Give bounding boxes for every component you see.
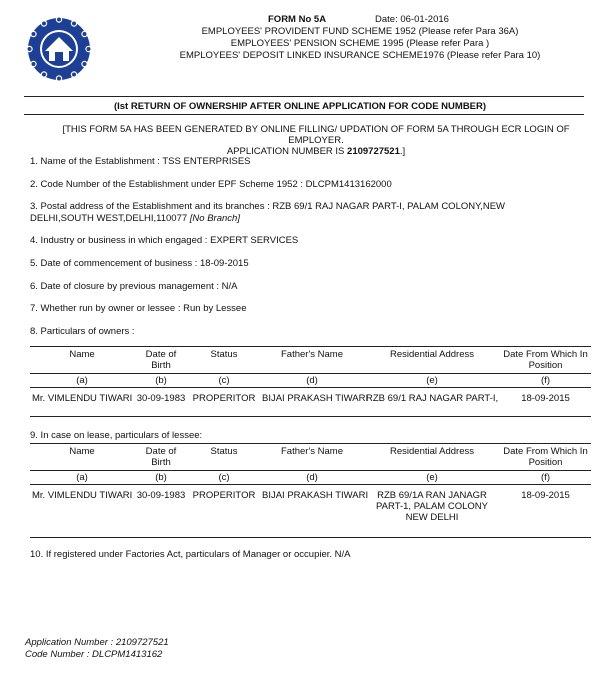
- column-header: Father's Name: [280, 446, 343, 457]
- column-letter: (d): [260, 374, 364, 388]
- column-letter: (f): [500, 471, 591, 485]
- form-number: FORM No 5A: [268, 14, 327, 25]
- column-header: Status: [210, 446, 238, 457]
- column-letter: (e): [364, 471, 500, 485]
- table-row: [30, 388, 591, 405]
- form-date: Date: 06-01-2016: [375, 14, 449, 25]
- generated-note-line: APPLICATION NUMBER IS 2109727521.]: [226, 146, 406, 157]
- owner-status: PROPERITOR: [192, 393, 256, 404]
- scheme-line: EMPLOYEES' DEPOSIT LINKED INSURANCE SCHEME1976 (Please refer Para 10): [179, 50, 541, 61]
- column-letter: (e): [364, 374, 500, 388]
- generated-note-line: [THIS FORM 5A HAS BEEN GENERATED BY ONLINE FILLING/ UPDATION OF FORM 5A THROUGH ECR LOGIN OF EMPLOYER.: [62, 124, 570, 146]
- column-header: Date From Which In Position: [503, 349, 588, 371]
- form-header: [150, 14, 570, 62]
- epfo-logo-icon: [27, 17, 91, 81]
- column-header: Date of Birth: [145, 349, 177, 371]
- item-owners-label: 8. Particulars of owners :: [30, 326, 135, 337]
- scheme-line: EMPLOYEES' PROVIDENT FUND SCHEME 1952 (Please refer Para 36A): [201, 26, 519, 37]
- owner-position-date: 18-09-2015: [521, 393, 570, 404]
- application-number: 2109727521: [347, 146, 400, 157]
- footer-application-number: Application Number : 2109727521: [25, 637, 169, 648]
- branch-note: [No Branch]: [189, 213, 240, 224]
- item-industry: 4. Industry or business in which engaged : EXPERT SERVICES: [30, 235, 299, 246]
- generated-note: [36, 124, 596, 157]
- item-lessee-label: 9. In case on lease, particulars of lessee:: [30, 430, 203, 441]
- owner-name: Mr. VIMLENDU TIWARI: [32, 393, 133, 404]
- lessee-status: PROPERITOR: [192, 490, 256, 501]
- owners-table: [30, 349, 591, 404]
- lessees-table-bottom-rule: [30, 537, 591, 538]
- table-letter-row: [30, 471, 591, 485]
- column-letter: (a): [30, 471, 134, 485]
- column-letter: (d): [260, 471, 364, 485]
- column-letter: (b): [134, 471, 188, 485]
- column-header: Date of Birth: [145, 446, 177, 468]
- column-header: Status: [210, 349, 238, 360]
- column-header: Residential Address: [390, 349, 474, 360]
- owner-father-name: BIJAI PRAKASH TIWARI: [262, 393, 369, 404]
- column-header: Father's Name: [280, 349, 343, 360]
- footer: [25, 637, 169, 661]
- column-header: Residential Address: [390, 446, 474, 457]
- owners-table-bottom-rule: [30, 416, 591, 417]
- header-divider: [24, 96, 584, 97]
- item-postal-address: 3. Postal address of the Establishment and its branches : RZB 69/1 RAJ NAGAR PART-I, PALAM COLONY,NEW DELHI,SOUTH WEST,DELHI,110077 [No Branch]: [30, 201, 506, 224]
- column-letter: (b): [134, 374, 188, 388]
- item-code-number: 2. Code Number of the Establishment under EPF Scheme 1952 : DLCPM1413162000: [30, 179, 392, 190]
- return-title: (Ist RETURN OF OWNERSHIP AFTER ONLINE APPLICATION FOR CODE NUMBER): [113, 101, 487, 112]
- table-header-row: [30, 349, 591, 374]
- title-divider: [24, 114, 584, 115]
- column-header: Name: [69, 446, 95, 457]
- lessee-dob: 30-09-1983: [136, 490, 186, 501]
- table-letter-row: [30, 374, 591, 388]
- column-header: Date From Which In Position: [503, 446, 588, 468]
- lessee-address: RZB 69/1A RAN JANAGR PART-1, PALAM COLONY NEW DELHI: [376, 490, 488, 523]
- owner-address: RZB 69/1 RAJ NAGAR PART-I,: [366, 393, 499, 404]
- table-row: [30, 485, 591, 524]
- item-commencement-date: 5. Date of commencement of business : 18-09-2015: [30, 258, 249, 269]
- column-letter: (c): [188, 374, 260, 388]
- owners-table-top-rule: [30, 346, 591, 347]
- column-letter: (c): [188, 471, 260, 485]
- item-closure-date: 6. Date of closure by previous management : N/A: [30, 281, 238, 292]
- scheme-line: EMPLOYEES' PENSION SCHEME 1995 (Please refer Para ): [230, 38, 490, 49]
- item-factories-act: 10. If registered under Factories Act, particulars of Manager or occupier. N/A: [30, 549, 351, 560]
- footer-code-number: Code Number : DLCPM1413162: [25, 649, 163, 660]
- lessees-table-top-rule: [30, 443, 591, 444]
- table-header-row: [30, 446, 591, 471]
- column-letter: (f): [500, 374, 591, 388]
- column-header: Name: [69, 349, 95, 360]
- lessees-table: [30, 446, 591, 523]
- column-letter: (a): [30, 374, 134, 388]
- lessee-position-date: 18-09-2015: [521, 490, 570, 501]
- item-establishment-name: 1. Name of the Establishment : TSS ENTERPRISES: [30, 156, 251, 167]
- lessee-name: Mr. VIMLENDU TIWARI: [32, 490, 133, 501]
- item-run-by: 7. Whether run by owner or lessee : Run by Lessee: [30, 303, 247, 314]
- lessee-father-name: BIJAI PRAKASH TIWARI: [262, 490, 369, 501]
- owner-dob: 30-09-1983: [136, 393, 186, 404]
